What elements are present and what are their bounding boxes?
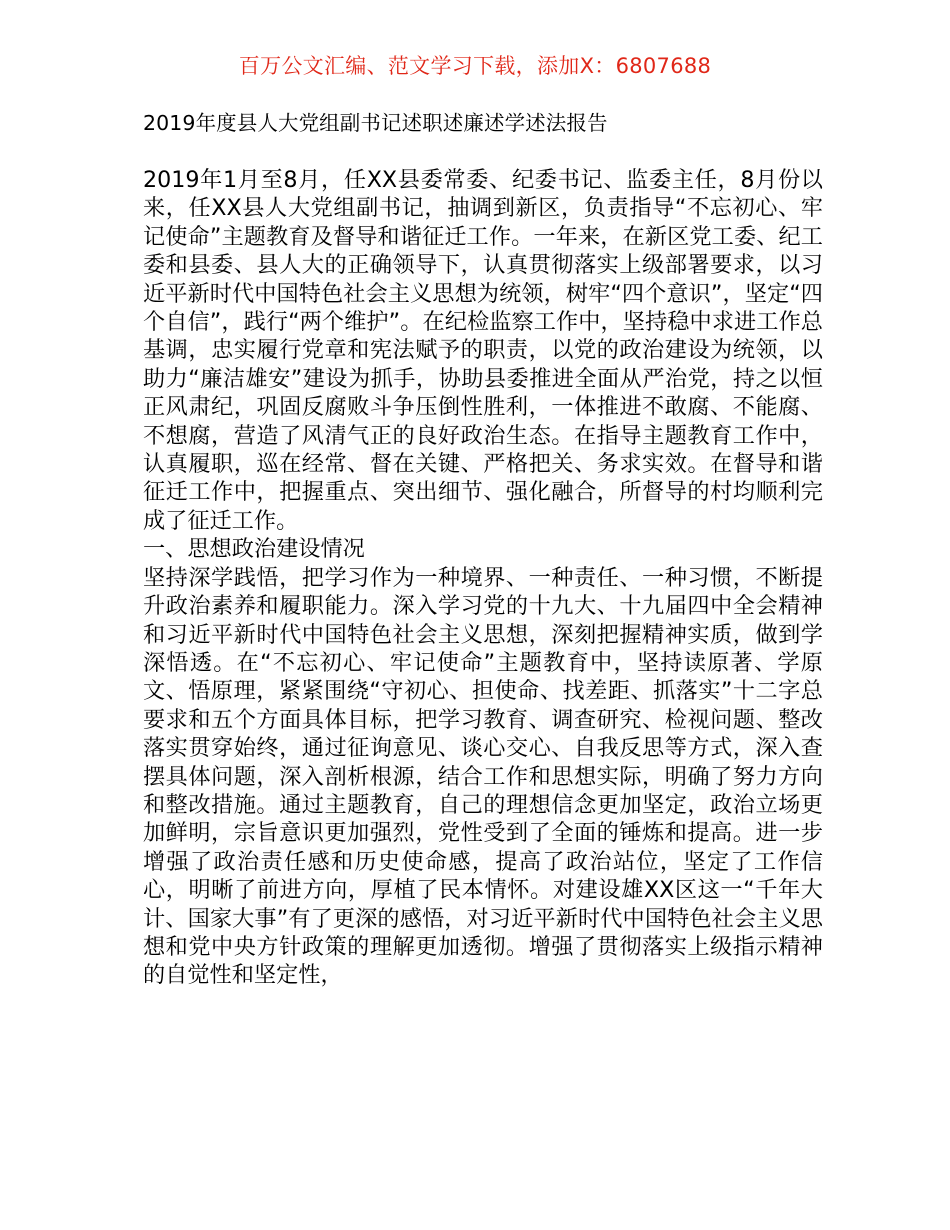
title-spacer: [143, 138, 823, 166]
section-heading-1: 一、思想政治建设情况: [143, 536, 365, 563]
paragraph-section-1-body: 坚持深学践悟，把学习作为一种境界、一种责任、一种习惯，不断提升政治素养和履职能力。深入学习党的十九大、十九届四中全会精神和习近平新时代中国特色社会主义思想，深刻把握精神实质，做到学深悟透。在“不忘初心、牢记使命”主题教育中，坚持读原著、学原文、悟原理，紧紧围绕“守初心、担使命、找差距、抓落实”十二字总要求和五个方面具体目标，把学习教育、调查研究、检视问题、整改落实贯穿始终，通过征询意见、谈心交心、自我反思等方式，深入查摆具体问题，深入剖析根源，结合工作和思想实际，明确了努力方向和整改措施。通过主题教育，自己的理想信念更加坚定，政治立场更加鲜明，宗旨意识更加强烈，党性受到了全面的锤炼和提高。进一步增强了政治责任感和历史使命感，提高了政治站位，坚定了工作信心，明晰了前进方向，厚植了民本情怀。对建设雄XX区这一“千年大计、国家大事”有了更深的感悟，对习近平新时代中国特色社会主义思想和党中央方针政策的理解更加透彻。增强了贯彻落实上级指示精神的自觉性和坚定性，: [143, 564, 823, 989]
document-body: [143, 108, 823, 990]
promo-banner: 百万公文汇编、范文学习下载，添加X：6807688: [238, 54, 712, 78]
paragraph-opening: 2019年1月至8月，任XX县委常委、纪委书记、监委主任，8月份以来，任XX县人大党组副书记，抽调到新区，负责指导“不忘初心、牢记使命”主题教育及督导和谐征迁工作。一年来，在新区党工委、纪工委和县委、县人大的正确领导下，认真贯彻落实上级部署要求，以习近平新时代中国特色社会主义思想为统领，树牢“四个意识”，坚定“四个自信”，践行“两个维护”。在纪检监察工作中，坚持稳中求进工作总基调，忠实履行党章和宪法赋予的职责，以党的政治建设为统领，以助力“廉洁雄安”建设为抓手，协助县委推进全面从严治党，持之以恒正风肃纪，巩固反腐败斗争压倒性胜利，一体推进不敢腐、不能腐、不想腐，营造了风清气正的良好政治生态。在指导主题教育工作中，认真履职，巡在经常、督在关键、严格把关、务求实效。在督导和谐征迁工作中，把握重点、突出细节、强化融合，所督导的村均顺利完成了征迁工作。: [143, 167, 823, 534]
document-title: 2019年度县人大党组副书记述职述廉述学述法报告: [143, 111, 608, 135]
